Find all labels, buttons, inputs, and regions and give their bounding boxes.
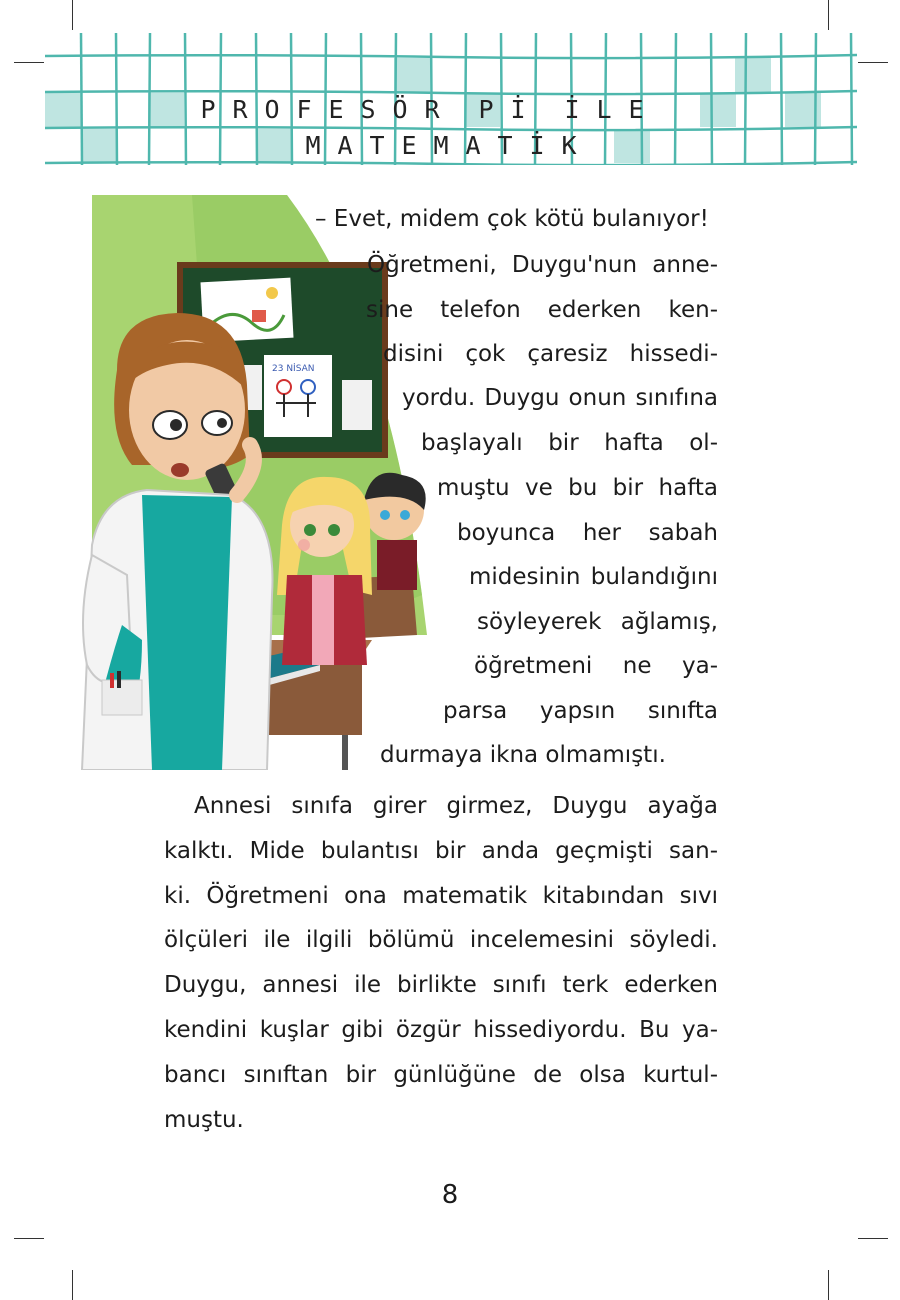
title-letter: E [628, 95, 650, 124]
title-letter: E [401, 131, 423, 160]
title-letter: T [369, 131, 391, 160]
crop-mark [858, 62, 888, 63]
story-line: yordu. Duygu onun sınıfına [402, 385, 718, 411]
title-letter: Ö [392, 95, 414, 124]
story-line: sine telefon ederken ken- [366, 297, 718, 323]
story-line: ki. Öğretmeni ona matematik kitabından sıvı [164, 883, 718, 909]
story-line: Öğretmeni, Duygu'nun anne- [367, 252, 718, 278]
title-letter: L [596, 95, 618, 124]
title-letter: K [561, 131, 583, 160]
title-letter: S [360, 95, 382, 124]
crop-mark [14, 1238, 44, 1239]
crop-mark [828, 0, 829, 30]
title-letter: O [264, 95, 286, 124]
title-space [451, 95, 473, 124]
story-line: durmaya ikna olmamıştı. [380, 742, 666, 768]
story-line: muştu ve bu bir hafta [437, 475, 718, 501]
story-line: Annesi sınıfa girer girmez, Duygu ayağa [194, 793, 718, 819]
story-line: söyleyerek ağlamış, [477, 609, 718, 635]
story-line: başlayalı bir hafta ol- [421, 430, 718, 456]
story-line: Duygu, annesi ile birlikte sınıfı terk ederken [164, 972, 718, 998]
story-line: ölçüleri ile ilgili bölümü incelemesini söyledi. [164, 927, 718, 953]
page-number: 8 [441, 1180, 459, 1210]
crop-mark [858, 1238, 888, 1239]
crop-mark [828, 1270, 829, 1300]
title-letter: P [200, 95, 222, 124]
story-line: – Evet, midem çok kötü bulanıyor! [315, 206, 709, 232]
title-letter: İ [510, 95, 532, 124]
story-line: parsa yapsın sınıfta [443, 698, 718, 724]
title-letter: M [305, 131, 327, 160]
story-line: disini çok çaresiz hissedi- [383, 341, 718, 367]
story-line: öğretmeni ne ya- [474, 653, 718, 679]
poster-text: 23 NİSAN [272, 364, 315, 374]
title-letter: A [337, 131, 359, 160]
title-letter: A [465, 131, 487, 160]
story-line: midesinin bulandığını [469, 564, 718, 590]
story-line: muştu. [164, 1107, 244, 1133]
title-letter: İ [564, 95, 586, 124]
crop-mark [72, 1270, 73, 1300]
title-line-2 [300, 131, 588, 160]
story-line: boyunca her sabah [457, 520, 718, 546]
title-space [537, 95, 559, 124]
crop-mark [14, 62, 44, 63]
title-letter: R [424, 95, 446, 124]
title-letter: M [433, 131, 455, 160]
title-line-1 [195, 95, 655, 124]
title-letter: R [232, 95, 254, 124]
title-letter: İ [529, 131, 551, 160]
story-line: kendini kuşlar gibi özgür hissediyordu. Bu ya- [164, 1017, 718, 1043]
crop-mark [72, 0, 73, 30]
book-header [45, 33, 857, 165]
title-letter: P [478, 95, 500, 124]
story-line: kalktı. Mide bulantısı bir anda geçmişti san- [164, 838, 718, 864]
title-letter: T [497, 131, 519, 160]
title-letter: E [328, 95, 350, 124]
story-line: bancı sınıftan bir günlüğüne de olsa kurtul- [164, 1062, 718, 1088]
title-letter: F [296, 95, 318, 124]
